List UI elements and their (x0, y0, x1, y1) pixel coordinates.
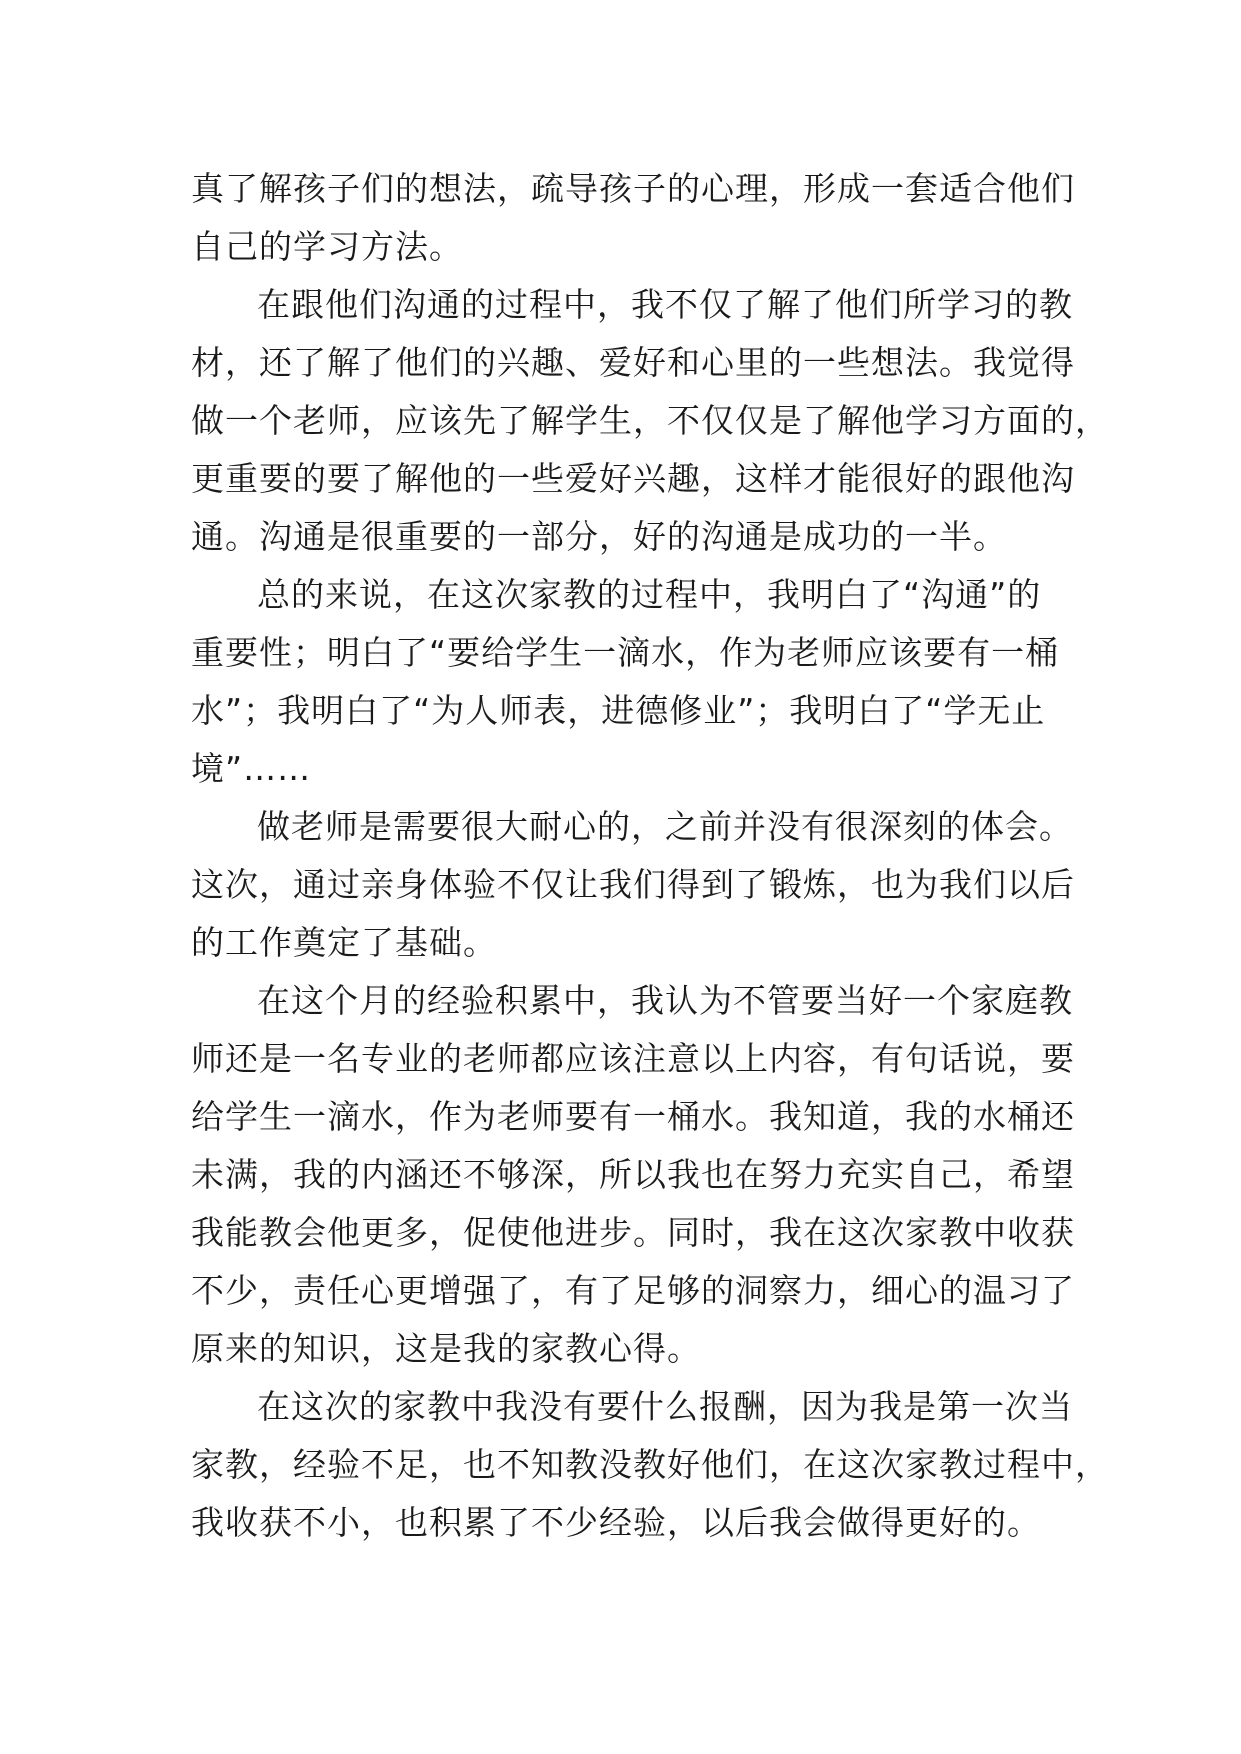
text-line: 家教，经验不足，也不知教没教好他们，在这次家教过程中， (191, 1445, 1109, 1484)
text-line: 材，还了解了他们的兴趣、爱好和心里的一些想法。我觉得 (191, 343, 1075, 382)
text-line: 真了解孩子们的想法，疏导孩子的心理，形成一套适合他们 (191, 169, 1075, 208)
text-line: 这次，通过亲身体验不仅让我们得到了锻炼，也为我们以后 (191, 865, 1075, 904)
text-line: 通。沟通是很重要的一部分，好的沟通是成功的一半。 (191, 517, 1007, 556)
text-line: 不少，责任心更增强了，有了足够的洞察力，细心的温习了 (191, 1271, 1075, 1310)
body-text (191, 160, 1109, 1552)
text-line: 我收获不小，也积累了不少经验，以后我会做得更好的。 (191, 1503, 1041, 1542)
text-line: 在这个月的经验积累中，我认为不管要当好一个家庭教 (257, 981, 1073, 1020)
text-line: 做一个老师，应该先了解学生，不仅仅是了解他学习方面的， (191, 401, 1109, 440)
text-line: 给学生一滴水，作为老师要有一桶水。我知道，我的水桶还 (191, 1097, 1075, 1136)
text-line: 的工作奠定了基础。 (191, 923, 497, 962)
text-line: 未满，我的内涵还不够深，所以我也在努力充实自己，希望 (191, 1155, 1075, 1194)
text-line: 做老师是需要很大耐心的，之前并没有很深刻的体会。 (257, 807, 1073, 846)
text-line: 更重要的要了解他的一些爱好兴趣，这样才能很好的跟他沟 (191, 459, 1075, 498)
text-line: 我能教会他更多，促使他进步。同时，我在这次家教中收获 (191, 1213, 1075, 1252)
text-line: 境”…… (191, 749, 312, 788)
text-line: 师还是一名专业的老师都应该注意以上内容，有句话说，要 (191, 1039, 1075, 1078)
text-line: 总的来说，在这次家教的过程中，我明白了“沟通”的 (257, 575, 1042, 614)
text-line: 在跟他们沟通的过程中，我不仅了解了他们所学习的教 (257, 285, 1073, 324)
text-line: 自己的学习方法。 (191, 227, 463, 266)
text-line: 重要性；明白了“要给学生一滴水，作为老师应该要有一桶 (191, 633, 1060, 672)
text-line: 在这次的家教中我没有要什么报酬，因为我是第一次当 (257, 1387, 1073, 1426)
text-line: 原来的知识，这是我的家教心得。 (191, 1329, 701, 1368)
text-line: 水”；我明白了“为人师表，进德修业”；我明白了“学无止 (191, 691, 1046, 730)
